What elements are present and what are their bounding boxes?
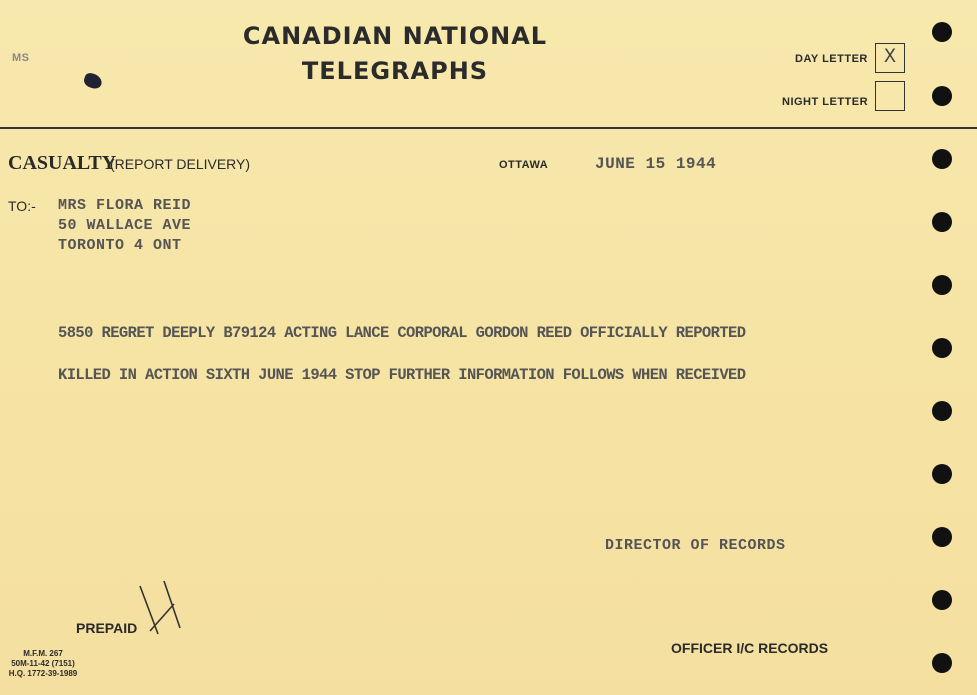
punch-hole-icon — [932, 275, 952, 295]
handwritten-mark-icon — [136, 576, 186, 636]
message-line: 5850 REGRET DEEPLY B79124 ACTING LANCE CORPORAL GORDON REED OFFICIALLY REPORTED — [58, 324, 746, 342]
date: JUNE 15 1944 — [595, 155, 717, 173]
form-code: H.Q. 1772-39-1989 — [8, 669, 78, 678]
night-letter-checkbox[interactable] — [875, 81, 905, 111]
day-letter-checkbox[interactable]: X — [875, 43, 905, 73]
message-line: KILLED IN ACTION SIXTH JUNE 1944 STOP FURTHER INFORMATION FOLLOWS WHEN RECEIVED — [58, 366, 746, 384]
telegram-type: CASUALTY — [8, 152, 117, 174]
day-letter-label: DAY LETTER — [795, 53, 868, 65]
header-divider — [0, 127, 977, 129]
corner-mark: MS — [12, 52, 30, 64]
form-code: 50M-11-42 (7151) — [11, 659, 75, 668]
punch-hole-icon — [932, 653, 952, 673]
address-line: MRS FLORA REID — [58, 197, 192, 214]
to-label: TO:- — [8, 198, 36, 214]
punch-hole-icon — [932, 401, 952, 421]
officer-label: OFFICER I/C RECORDS — [671, 640, 829, 656]
night-letter-label: NIGHT LETTER — [782, 96, 869, 108]
origin: OTTAWA — [499, 159, 549, 171]
address-line: 50 WALLACE AVE — [58, 217, 192, 234]
punch-hole-icon — [932, 212, 952, 232]
punch-hole-icon — [932, 590, 952, 610]
punch-hole-icon — [932, 338, 952, 358]
form-code: M.F.M. 267 — [23, 649, 63, 658]
company-name-line2: TELEGRAPHS — [301, 57, 489, 85]
punch-hole-icon — [932, 86, 952, 106]
signature: DIRECTOR OF RECORDS — [605, 537, 786, 554]
form-codes — [8, 649, 78, 679]
punch-hole-icon — [932, 464, 952, 484]
punch-hole-icon — [932, 527, 952, 547]
punch-hole-icon — [932, 149, 952, 169]
company-name-line1: CANADIAN NATIONAL — [242, 22, 548, 50]
address-line: TORONTO 4 ONT — [58, 237, 182, 254]
punch-hole-icon — [932, 22, 952, 42]
telegram-type-note: (REPORT DELIVERY) — [110, 156, 251, 172]
address-block — [58, 196, 191, 256]
ink-blot-icon — [82, 71, 104, 90]
prepaid-label: PREPAID — [76, 620, 138, 636]
